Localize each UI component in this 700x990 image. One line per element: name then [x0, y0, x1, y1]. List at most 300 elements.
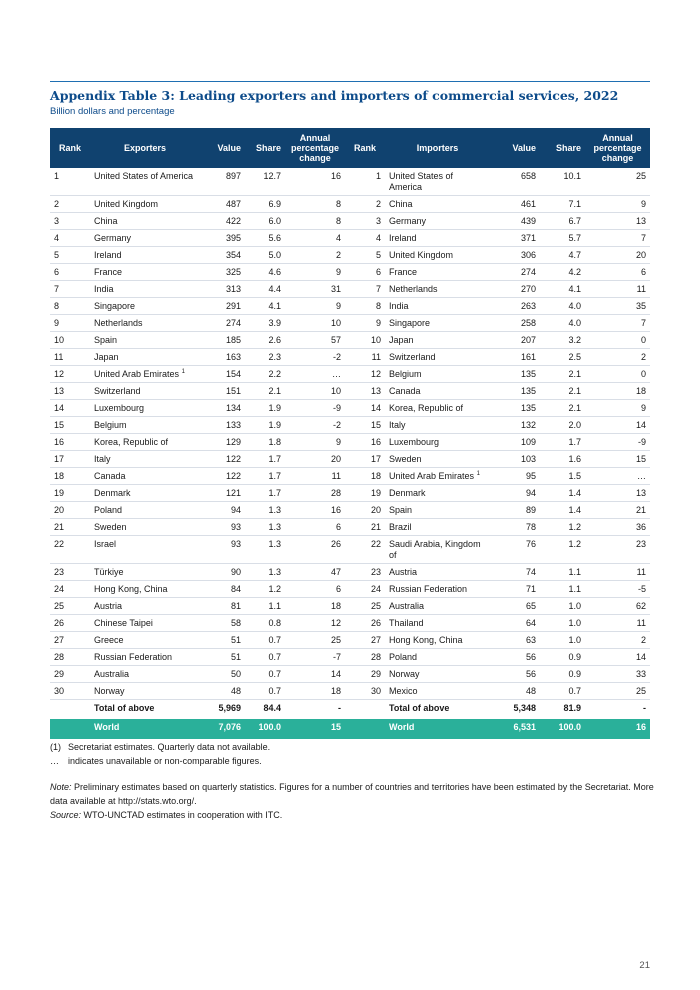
- importer-value: 48: [490, 683, 540, 700]
- exporter-rank: 8: [50, 298, 90, 315]
- importer-share: 3.2: [540, 332, 585, 349]
- total-row: [50, 700, 650, 720]
- exporter-rank: 2: [50, 196, 90, 213]
- importer-value: 63: [490, 632, 540, 649]
- exporter-value: 93: [200, 519, 245, 536]
- table-row: [50, 230, 650, 247]
- importer-share: 6.7: [540, 213, 585, 230]
- total-value-exporters: 5,969: [218, 703, 241, 713]
- importer-rank: 19: [345, 485, 385, 502]
- total-share-importers: 81.9: [563, 703, 581, 713]
- importer-rank: 21: [345, 519, 385, 536]
- table-row: [50, 683, 650, 700]
- importer-value: 89: [490, 502, 540, 519]
- exporter-value: 58: [200, 615, 245, 632]
- importer-name: Denmark: [385, 485, 490, 502]
- exporter-value: 121: [200, 485, 245, 502]
- importer-name: China: [385, 196, 490, 213]
- importer-rank: 11: [345, 349, 385, 366]
- importer-share: 1.1: [540, 564, 585, 581]
- exporter-value: 133: [200, 417, 245, 434]
- table-title: Appendix Table 3: Leading exporters and importers of commercial services, 2022: [50, 88, 619, 103]
- header-change-importers: Annual percentage change: [585, 128, 650, 168]
- exporter-change: 16: [285, 168, 345, 196]
- table-row: [50, 247, 650, 264]
- note-label: Note:: [50, 782, 72, 792]
- exporter-share: 5.0: [245, 247, 285, 264]
- exporter-share: 4.4: [245, 281, 285, 298]
- table-row: [50, 536, 650, 564]
- exporter-name: Chinese Taipei: [90, 615, 200, 632]
- world-share-exporters: 100.0: [245, 719, 285, 739]
- importer-change: 36: [585, 519, 650, 536]
- footnote-marker: 1: [476, 471, 480, 477]
- importer-name: Mexico: [385, 683, 490, 700]
- exporter-value: 163: [200, 349, 245, 366]
- exporter-value: 134: [200, 400, 245, 417]
- world-share-importers: 100.0: [540, 719, 585, 739]
- exporter-change: …: [285, 366, 345, 383]
- source-text: WTO-UNCTAD estimates in cooperation with ITC.: [83, 810, 283, 820]
- importer-name: Thailand: [385, 615, 490, 632]
- exporter-name: Ireland: [90, 247, 200, 264]
- exporter-rank: 15: [50, 417, 90, 434]
- importer-name: Luxembourg: [385, 434, 490, 451]
- exporter-rank: 21: [50, 519, 90, 536]
- header-exporters: Exporters: [90, 128, 200, 168]
- importer-rank: 24: [345, 581, 385, 598]
- importer-change: 18: [585, 383, 650, 400]
- table-row: [50, 632, 650, 649]
- importer-rank: 22: [345, 536, 385, 564]
- importer-rank: 16: [345, 434, 385, 451]
- exporter-name: Denmark: [90, 485, 200, 502]
- exporter-rank: 16: [50, 434, 90, 451]
- exporter-share: 1.7: [245, 451, 285, 468]
- importer-change: -9: [585, 434, 650, 451]
- header-value-importers: Value: [490, 128, 540, 168]
- exporter-name: Belgium: [90, 417, 200, 434]
- exporter-share: 6.9: [245, 196, 285, 213]
- importer-name: Netherlands: [385, 281, 490, 298]
- total-label-exporters: Total of above: [94, 703, 155, 713]
- exporter-name: Korea, Republic of: [90, 434, 200, 451]
- table-row: [50, 315, 650, 332]
- exporter-change: 9: [285, 264, 345, 281]
- exporter-name: United Arab Emirates $^1$: [90, 366, 200, 383]
- exporter-name: Australia: [90, 666, 200, 683]
- exporter-change: 18: [285, 683, 345, 700]
- importer-value: 461: [490, 196, 540, 213]
- footnote-2-text: indicates unavailable or non-comparable figures.: [68, 756, 262, 766]
- importer-value: 207: [490, 332, 540, 349]
- exporter-rank: 23: [50, 564, 90, 581]
- table-row: [50, 213, 650, 230]
- table-row: [50, 666, 650, 683]
- table-row: [50, 400, 650, 417]
- importer-share: 0.7: [540, 683, 585, 700]
- importer-change: 14: [585, 649, 650, 666]
- table-row: [50, 581, 650, 598]
- importer-name: Ireland: [385, 230, 490, 247]
- importer-share: 5.7: [540, 230, 585, 247]
- exporter-value: 325: [200, 264, 245, 281]
- table-row: [50, 649, 650, 666]
- table-row: [50, 366, 650, 383]
- importer-value: 135: [490, 400, 540, 417]
- total-value-importers: 5,348: [513, 703, 536, 713]
- exporter-rank: 28: [50, 649, 90, 666]
- exporter-rank: 29: [50, 666, 90, 683]
- importer-share: 2.1: [540, 366, 585, 383]
- importer-rank: 28: [345, 649, 385, 666]
- importer-change: 15: [585, 451, 650, 468]
- exporter-change: 6: [285, 581, 345, 598]
- exporter-name: Israel: [90, 536, 200, 564]
- importer-share: 0.9: [540, 666, 585, 683]
- exporter-name: India: [90, 281, 200, 298]
- exporter-share: 5.6: [245, 230, 285, 247]
- importer-share: 1.7: [540, 434, 585, 451]
- importer-share: 2.5: [540, 349, 585, 366]
- note-paragraph: [50, 780, 655, 808]
- importer-rank: 9: [345, 315, 385, 332]
- exporter-change: 57: [285, 332, 345, 349]
- exporter-value: 51: [200, 632, 245, 649]
- page-number: 21: [639, 960, 650, 971]
- exporter-rank: 10: [50, 332, 90, 349]
- importer-rank: 23: [345, 564, 385, 581]
- world-value-exporters: 7,076: [200, 719, 245, 739]
- importer-value: 306: [490, 247, 540, 264]
- importer-share: 2.1: [540, 383, 585, 400]
- exporter-name: Sweden: [90, 519, 200, 536]
- exporter-change: 47: [285, 564, 345, 581]
- exporter-value: 185: [200, 332, 245, 349]
- header-importers: Importers: [385, 128, 490, 168]
- importer-change: 23: [585, 536, 650, 564]
- exporter-value: 84: [200, 581, 245, 598]
- exporter-rank: 11: [50, 349, 90, 366]
- exporter-value: 395: [200, 230, 245, 247]
- importer-change: 11: [585, 564, 650, 581]
- exporter-rank: 27: [50, 632, 90, 649]
- table-row: [50, 332, 650, 349]
- exporter-value: 50: [200, 666, 245, 683]
- importer-name: Russian Federation: [385, 581, 490, 598]
- importer-value: 94: [490, 485, 540, 502]
- exporter-change: 9: [285, 298, 345, 315]
- table-row: [50, 168, 650, 196]
- table-row: [50, 502, 650, 519]
- exporter-change: 18: [285, 598, 345, 615]
- exporter-change: 10: [285, 315, 345, 332]
- exporter-change: 10: [285, 383, 345, 400]
- exporter-rank: 7: [50, 281, 90, 298]
- importer-name: Korea, Republic of: [385, 400, 490, 417]
- importer-rank: 26: [345, 615, 385, 632]
- importer-change: 11: [585, 615, 650, 632]
- table-row: [50, 519, 650, 536]
- importer-value: 78: [490, 519, 540, 536]
- footnote-1-mark: (1): [50, 742, 61, 752]
- footnote-1-text: Secretariat estimates. Quarterly data not available.: [68, 742, 271, 752]
- exporter-value: 81: [200, 598, 245, 615]
- importer-share: 2.0: [540, 417, 585, 434]
- total-change-exporters: -: [338, 703, 341, 713]
- importer-rank: 13: [345, 383, 385, 400]
- exporter-rank: 13: [50, 383, 90, 400]
- importer-rank: 6: [345, 264, 385, 281]
- importer-change: 7: [585, 230, 650, 247]
- exporter-change: -2: [285, 417, 345, 434]
- importer-rank: 18: [345, 468, 385, 485]
- importer-change: …: [585, 468, 650, 485]
- exporter-name: Luxembourg: [90, 400, 200, 417]
- importer-rank: 30: [345, 683, 385, 700]
- importer-rank: 17: [345, 451, 385, 468]
- importer-share: 1.2: [540, 536, 585, 564]
- importer-name: Saudi Arabia, Kingdom of: [385, 536, 490, 564]
- exporter-change: 12: [285, 615, 345, 632]
- exporter-rank: 25: [50, 598, 90, 615]
- exporter-change: -7: [285, 649, 345, 666]
- importer-change: 9: [585, 400, 650, 417]
- header-value-exporters: Value: [200, 128, 245, 168]
- exporter-share: 1.2: [245, 581, 285, 598]
- source-label: Source:: [50, 810, 82, 820]
- importer-name: Australia: [385, 598, 490, 615]
- importer-name: United Kingdom: [385, 247, 490, 264]
- exporter-name: Türkiye: [90, 564, 200, 581]
- footnote-marker: 1: [181, 369, 185, 375]
- header-rank-exporters: Rank: [50, 128, 90, 168]
- exporter-name: Russian Federation: [90, 649, 200, 666]
- exporter-change: 26: [285, 536, 345, 564]
- table-row: [50, 434, 650, 451]
- exporter-share: 2.2: [245, 366, 285, 383]
- importer-name: Canada: [385, 383, 490, 400]
- importer-value: 76: [490, 536, 540, 564]
- world-label-exporters: World: [90, 719, 200, 739]
- exporter-share: 0.7: [245, 632, 285, 649]
- importer-share: 1.6: [540, 451, 585, 468]
- exporter-name: United Kingdom: [90, 196, 200, 213]
- importer-rank: 29: [345, 666, 385, 683]
- header-share-importers: Share: [540, 128, 585, 168]
- exporter-rank: 18: [50, 468, 90, 485]
- exporter-name: Canada: [90, 468, 200, 485]
- importer-change: 0: [585, 332, 650, 349]
- importer-value: 274: [490, 264, 540, 281]
- exporter-rank: 17: [50, 451, 90, 468]
- exporter-value: 122: [200, 451, 245, 468]
- exporter-change: 25: [285, 632, 345, 649]
- exporter-name: United States of America: [90, 168, 200, 196]
- exporter-share: 2.6: [245, 332, 285, 349]
- importer-rank: 5: [345, 247, 385, 264]
- exporter-name: Norway: [90, 683, 200, 700]
- importer-name: Norway: [385, 666, 490, 683]
- importer-value: 56: [490, 649, 540, 666]
- importer-share: 1.0: [540, 632, 585, 649]
- importer-share: 4.7: [540, 247, 585, 264]
- exporter-value: 94: [200, 502, 245, 519]
- exporter-change: 4: [285, 230, 345, 247]
- importer-name: United Arab Emirates $^1$: [385, 468, 490, 485]
- exporter-change: -2: [285, 349, 345, 366]
- exporter-name: China: [90, 213, 200, 230]
- header-row: [50, 128, 650, 168]
- footnote-2: [50, 754, 655, 768]
- importer-value: 95: [490, 468, 540, 485]
- importer-rank: 27: [345, 632, 385, 649]
- footnote-2-mark: …: [50, 756, 59, 766]
- exporter-share: 4.1: [245, 298, 285, 315]
- exporter-share: 1.7: [245, 468, 285, 485]
- exporter-rank: 6: [50, 264, 90, 281]
- importer-rank: 8: [345, 298, 385, 315]
- importer-share: 1.0: [540, 615, 585, 632]
- importer-share: 4.2: [540, 264, 585, 281]
- exporter-name: Hong Kong, China: [90, 581, 200, 598]
- importer-name: Singapore: [385, 315, 490, 332]
- importer-value: 71: [490, 581, 540, 598]
- importer-name: Japan: [385, 332, 490, 349]
- importer-value: 64: [490, 615, 540, 632]
- world-change-importers: 16: [585, 719, 650, 739]
- exporter-value: 291: [200, 298, 245, 315]
- world-change-exporters: 15: [285, 719, 345, 739]
- exporter-change: -9: [285, 400, 345, 417]
- exporter-name: Singapore: [90, 298, 200, 315]
- importer-value: 65: [490, 598, 540, 615]
- importer-change: 11: [585, 281, 650, 298]
- exporter-value: 897: [200, 168, 245, 196]
- importer-share: 1.4: [540, 502, 585, 519]
- header-change-exporters: Annual percentage change: [285, 128, 345, 168]
- importer-rank: 7: [345, 281, 385, 298]
- header-share-exporters: Share: [245, 128, 285, 168]
- world-label-importers: World: [385, 719, 490, 739]
- importer-rank: 20: [345, 502, 385, 519]
- total-change-importers: -: [643, 703, 646, 713]
- exporter-change: 14: [285, 666, 345, 683]
- exporter-rank: 26: [50, 615, 90, 632]
- exporter-value: 129: [200, 434, 245, 451]
- top-rule: [50, 81, 650, 82]
- total-label-importers: Total of above: [389, 703, 450, 713]
- importer-value: 270: [490, 281, 540, 298]
- exporter-value: 151: [200, 383, 245, 400]
- exporter-share: 0.7: [245, 666, 285, 683]
- importer-change: -5: [585, 581, 650, 598]
- table-row: [50, 349, 650, 366]
- importer-rank: 14: [345, 400, 385, 417]
- table-row: [50, 383, 650, 400]
- header-rank-importers: Rank: [345, 128, 385, 168]
- table-row: [50, 598, 650, 615]
- importer-change: 62: [585, 598, 650, 615]
- exporter-name: Germany: [90, 230, 200, 247]
- exporter-share: 1.9: [245, 417, 285, 434]
- exporter-share: 3.9: [245, 315, 285, 332]
- exporter-share: 1.1: [245, 598, 285, 615]
- importer-share: 4.0: [540, 298, 585, 315]
- table-row: [50, 615, 650, 632]
- exporter-share: 1.8: [245, 434, 285, 451]
- importer-value: 439: [490, 213, 540, 230]
- importer-value: 56: [490, 666, 540, 683]
- exporter-change: 11: [285, 468, 345, 485]
- importer-share: 10.1: [540, 168, 585, 196]
- exporter-value: 354: [200, 247, 245, 264]
- importer-change: 2: [585, 349, 650, 366]
- importer-value: 135: [490, 383, 540, 400]
- exporter-change: 20: [285, 451, 345, 468]
- exporter-value: 51: [200, 649, 245, 666]
- footnote-1: [50, 740, 655, 754]
- exporter-rank: 9: [50, 315, 90, 332]
- exporter-name: Poland: [90, 502, 200, 519]
- exporter-change: 2: [285, 247, 345, 264]
- importer-name: Spain: [385, 502, 490, 519]
- exporter-share: 12.7: [245, 168, 285, 196]
- table-row: [50, 417, 650, 434]
- importer-change: 20: [585, 247, 650, 264]
- importer-change: 21: [585, 502, 650, 519]
- importer-change: 9: [585, 196, 650, 213]
- importer-value: 371: [490, 230, 540, 247]
- importer-value: 258: [490, 315, 540, 332]
- importer-change: 14: [585, 417, 650, 434]
- exporter-value: 274: [200, 315, 245, 332]
- exporter-change: 6: [285, 519, 345, 536]
- exporter-rank: 22: [50, 536, 90, 564]
- importer-value: 74: [490, 564, 540, 581]
- importer-rank: 25: [345, 598, 385, 615]
- table-notes: [50, 740, 655, 822]
- total-share-exporters: 84.4: [263, 703, 281, 713]
- table-row: [50, 451, 650, 468]
- exporter-share: 4.6: [245, 264, 285, 281]
- exporter-share: 1.3: [245, 502, 285, 519]
- importer-name: Poland: [385, 649, 490, 666]
- importer-name: Brazil: [385, 519, 490, 536]
- importer-share: 2.1: [540, 400, 585, 417]
- exporter-share: 1.3: [245, 564, 285, 581]
- importer-name: Belgium: [385, 366, 490, 383]
- exporter-value: 122: [200, 468, 245, 485]
- importer-share: 4.0: [540, 315, 585, 332]
- exporter-share: 1.9: [245, 400, 285, 417]
- exporter-change: 16: [285, 502, 345, 519]
- exporter-change: 9: [285, 434, 345, 451]
- importer-change: 25: [585, 168, 650, 196]
- exporter-rank: 12: [50, 366, 90, 383]
- exporter-name: Switzerland: [90, 383, 200, 400]
- importer-change: 35: [585, 298, 650, 315]
- exporter-share: 0.8: [245, 615, 285, 632]
- importer-name: Italy: [385, 417, 490, 434]
- exporter-rank: 1: [50, 168, 90, 196]
- table-row: [50, 196, 650, 213]
- exporter-value: 90: [200, 564, 245, 581]
- exporter-change: 8: [285, 196, 345, 213]
- exporter-value: 93: [200, 536, 245, 564]
- table-row: [50, 298, 650, 315]
- exporter-rank: 4: [50, 230, 90, 247]
